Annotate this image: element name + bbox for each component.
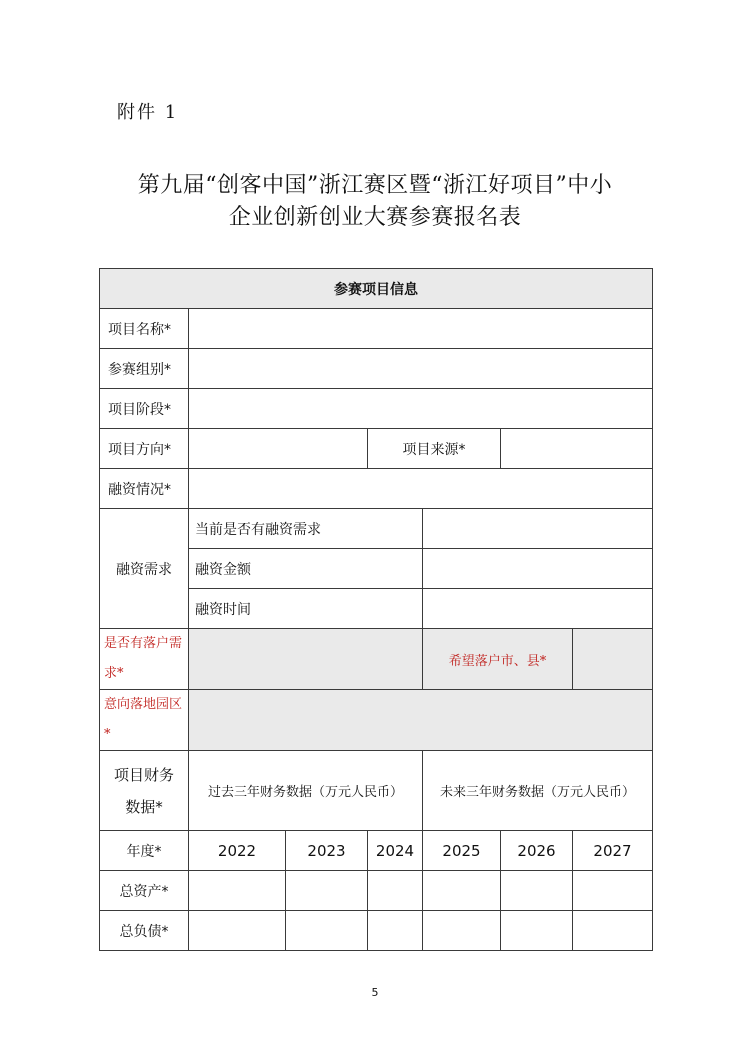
year-cell: 2027 <box>573 831 653 871</box>
total-liabilities-2027[interactable] <box>573 911 653 951</box>
year-cell: 2024 <box>368 831 423 871</box>
total-liabilities-2024[interactable] <box>368 911 423 951</box>
total-assets-2025[interactable] <box>423 871 501 911</box>
year-cell: 2023 <box>286 831 368 871</box>
financing-status-label: 融资情况* <box>100 469 189 509</box>
financing-need-label: 融资需求 <box>100 509 189 629</box>
form-title-line-2: 企业创新创业大赛参赛报名表 <box>228 205 522 230</box>
total-assets-label: 总资产* <box>100 871 189 911</box>
total-assets-2023[interactable] <box>286 871 368 911</box>
finance-label: 项目财务数据* <box>100 751 189 831</box>
registration-form-table <box>99 268 653 951</box>
total-liabilities-2023[interactable] <box>286 911 368 951</box>
total-liabilities-2022[interactable] <box>189 911 286 951</box>
page-number: 5 <box>371 986 379 999</box>
section-title: 参赛项目信息 <box>100 269 653 309</box>
attachment-label: 附件 1 <box>117 102 179 123</box>
financing-status-field[interactable] <box>189 469 653 509</box>
group-label: 参赛组别* <box>100 349 189 389</box>
year-cell: 2022 <box>189 831 286 871</box>
source-field[interactable] <box>501 429 653 469</box>
landing-park-field[interactable] <box>189 690 653 751</box>
year-cell: 2025 <box>423 831 501 871</box>
past-three-years-header: 过去三年财务数据（万元人民币） <box>189 751 423 831</box>
total-assets-2027[interactable] <box>573 871 653 911</box>
landing-city-label: 希望落户市、县* <box>423 629 573 690</box>
total-assets-2026[interactable] <box>501 871 573 911</box>
total-liabilities-2026[interactable] <box>501 911 573 951</box>
form-title-line-1: 第九届“创客中国”浙江赛区暨“浙江好项目”中小 <box>137 173 613 198</box>
total-assets-2024[interactable] <box>368 871 423 911</box>
stage-label: 项目阶段* <box>100 389 189 429</box>
total-assets-2022[interactable] <box>189 871 286 911</box>
project-name-field[interactable] <box>189 309 653 349</box>
year-cell: 2026 <box>501 831 573 871</box>
total-liabilities-2025[interactable] <box>423 911 501 951</box>
need-answer-2[interactable] <box>423 549 653 589</box>
need-answer-3[interactable] <box>423 589 653 629</box>
total-liabilities-label: 总负债* <box>100 911 189 951</box>
group-field[interactable] <box>189 349 653 389</box>
landing-park-label: 意向落地园区* <box>100 690 189 751</box>
need-question-1: 当前是否有融资需求 <box>189 509 423 549</box>
direction-field[interactable] <box>189 429 368 469</box>
direction-label: 项目方向* <box>100 429 189 469</box>
need-answer-1[interactable] <box>423 509 653 549</box>
future-three-years-header: 未来三年财务数据（万元人民币） <box>423 751 653 831</box>
year-label: 年度* <box>100 831 189 871</box>
need-question-2: 融资金额 <box>189 549 423 589</box>
landing-city-field[interactable] <box>573 629 653 690</box>
landing-need-label: 是否有落户需求* <box>100 629 189 690</box>
landing-need-field[interactable] <box>189 629 423 690</box>
project-name-label: 项目名称* <box>100 309 189 349</box>
source-label: 项目来源* <box>368 429 501 469</box>
need-question-3: 融资时间 <box>189 589 423 629</box>
stage-field[interactable] <box>189 389 653 429</box>
